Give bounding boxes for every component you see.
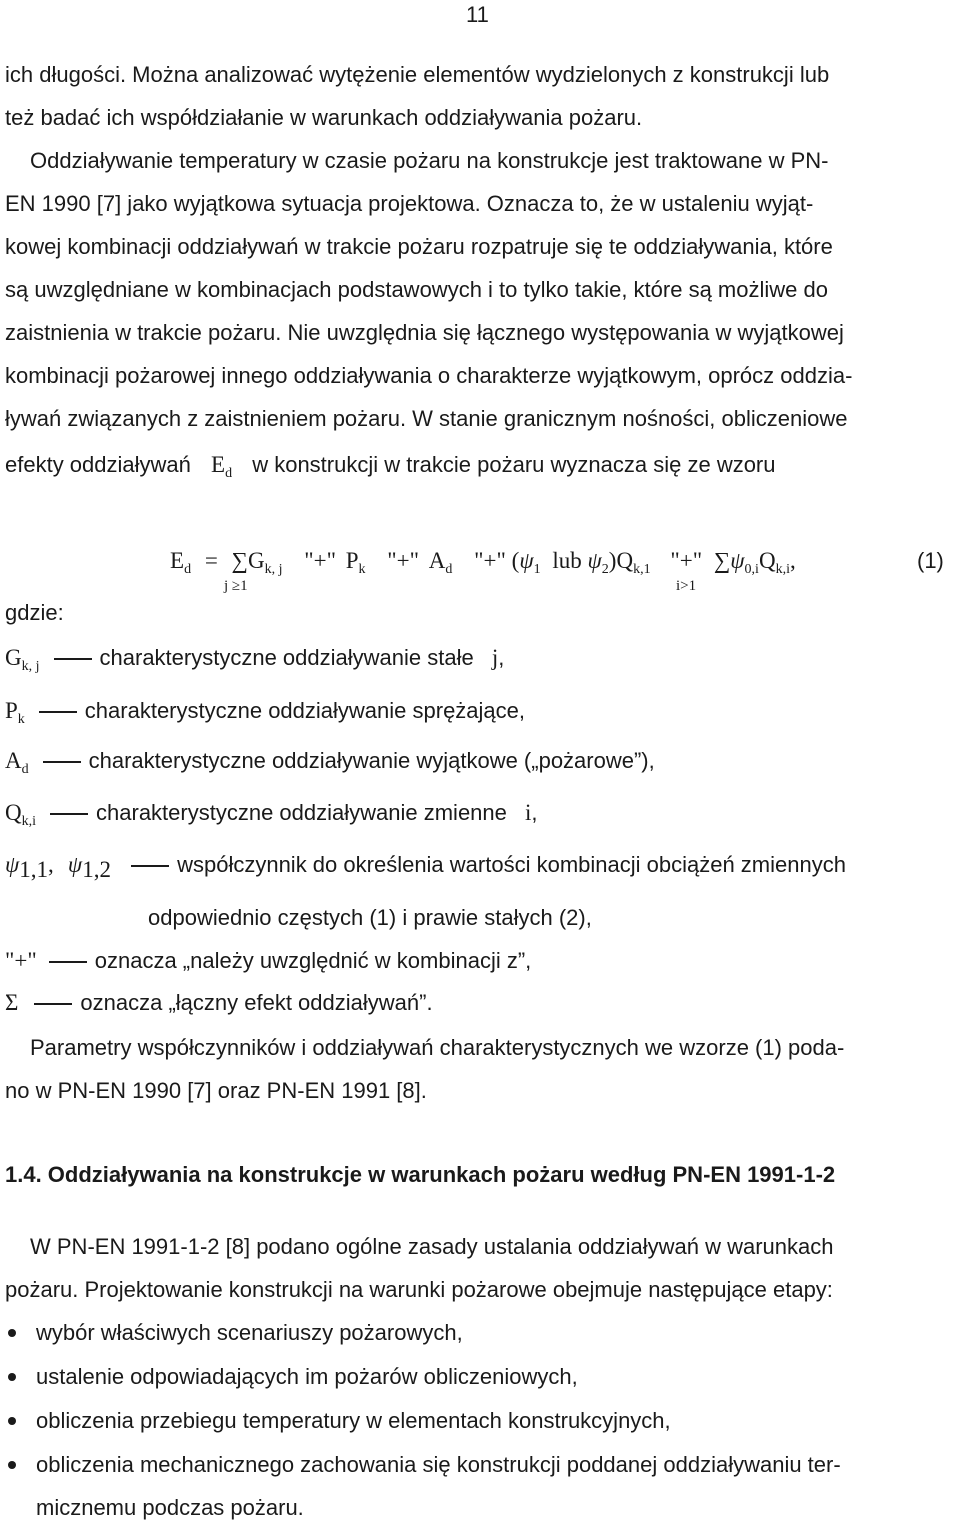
- paragraph-line: zaistnienia w trakcie pożaru. Nie uwzględnia się łącznego występowania w wyjątkowej: [5, 320, 844, 345]
- where-label: gdzie:: [5, 600, 64, 625]
- section-heading: 1.4. Oddziaływania na konstrukcje w warunkach pożaru według PN-EN 1991-1-2: [5, 1162, 836, 1187]
- definition-a: $A_d$ charakterystyczne oddziaływanie wyjątkowe („pożarowe”),: [5, 748, 655, 777]
- sum-lower-index: j ≥1: [224, 578, 248, 594]
- sum-lower-index: i>1: [676, 578, 697, 594]
- definition-p: $P_k$ charakterystyczne oddziaływanie sprężające,: [5, 698, 526, 727]
- paragraph-line: ływań związanych z zaistnieniem pożaru. W stanie granicznym nośności, obliczeniowe: [5, 406, 848, 431]
- definition-psi-continuation: odpowiednio częstych (1) i prawie stałych (2),: [148, 905, 592, 930]
- symbol-ed: $E_d$: [211, 452, 233, 481]
- paragraph-line: pożaru. Projektowanie konstrukcji na warunki pożarowe obejmuje następujące etapy:: [5, 1277, 833, 1302]
- equation-number: (1): [917, 548, 944, 573]
- paragraph-line: ich długości. Można analizować wytężenie elementów wydzielonych z konstrukcji lub: [5, 62, 830, 87]
- list-item: ustalenie odpowiadających im pożarów obliczeniowych,: [36, 1364, 578, 1389]
- paragraph-line: są uwzględniane w kombinacjach podstawowych i to tylko takie, które są możliwe do: [5, 277, 828, 302]
- paragraph-line: kowej kombinacji oddziaływań w trakcie pożaru rozpatruje się te oddziaływania, które: [5, 234, 833, 259]
- list-item: obliczenia przebiegu temperatury w elementach konstrukcyjnych,: [36, 1408, 671, 1433]
- paragraph-line: no w PN-EN 1990 [7] oraz PN-EN 1991 [8].: [5, 1078, 427, 1103]
- bullet-icon: [8, 1461, 16, 1469]
- sum-symbol: ∑: [231, 548, 248, 573]
- definition-g: $G_{k, j}$ charakterystyczne oddziaływanie stałe j,: [5, 645, 505, 674]
- list-item: obliczenia mechanicznego zachowania się konstrukcji poddanej oddziaływaniu ter-: [36, 1452, 841, 1477]
- definition-q: $Q_{k,i}$ charakterystyczne oddziaływanie zmienne i,: [5, 800, 538, 829]
- page-number: 11: [466, 2, 489, 27]
- paragraph-line: też badać ich współdziałanie w warunkach oddziaływania pożaru.: [5, 105, 643, 130]
- paragraph-line: W PN-EN 1991-1-2 [8] podano ogólne zasady ustalania oddziaływań w warunkach: [30, 1234, 834, 1259]
- text: efekty oddziaływań: [5, 452, 191, 477]
- paragraph-line: kombinacji pożarowej innego oddziaływania o charakterze wyjątkowym, oprócz oddzia-: [5, 363, 853, 388]
- equation: $E_d = \sum G_{k, j}$ "+" $P_k$ "+" $A_d$ "+" ($\psi_1$ lub $\psi_2)Q_{k,1}$ "+" $\sum\psi_{0,i}Q_{k,i}$,: [170, 548, 796, 577]
- bullet-icon: [8, 1417, 16, 1425]
- definition-sigma: Σ oznacza „łączny efekt oddziaływań”.: [5, 990, 433, 1015]
- bullet-icon: [8, 1373, 16, 1381]
- paragraph-line-with-symbol: [5, 452, 776, 481]
- list-item: wybór właściwych scenariuszy pożarowych,: [36, 1320, 463, 1345]
- paragraph-line: EN 1990 [7] jako wyjątkowa sytuacja projektowa. Oznacza to, że w ustaleniu wyjąt-: [5, 191, 814, 216]
- definition-plus: "+" oznacza „należy uwzględnić w kombinacji z”,: [5, 948, 532, 973]
- bullet-icon: [8, 1329, 16, 1337]
- definition-psi: ψ1,1, ψ1,2 współczynnik do określenia wartości kombinacji obciążeń zmiennych: [5, 852, 846, 882]
- paragraph-line: Oddziaływanie temperatury w czasie pożaru na konstrukcje jest traktowane w PN-: [30, 148, 829, 173]
- list-item-continuation: micznemu podczas pożaru.: [36, 1495, 304, 1520]
- text: w konstrukcji w trakcie pożaru wyznacza się ze wzoru: [252, 452, 776, 477]
- sum-symbol: ∑: [713, 548, 731, 573]
- paragraph-line: Parametry współczynników i oddziaływań charakterystycznych we wzorze (1) poda-: [30, 1035, 845, 1060]
